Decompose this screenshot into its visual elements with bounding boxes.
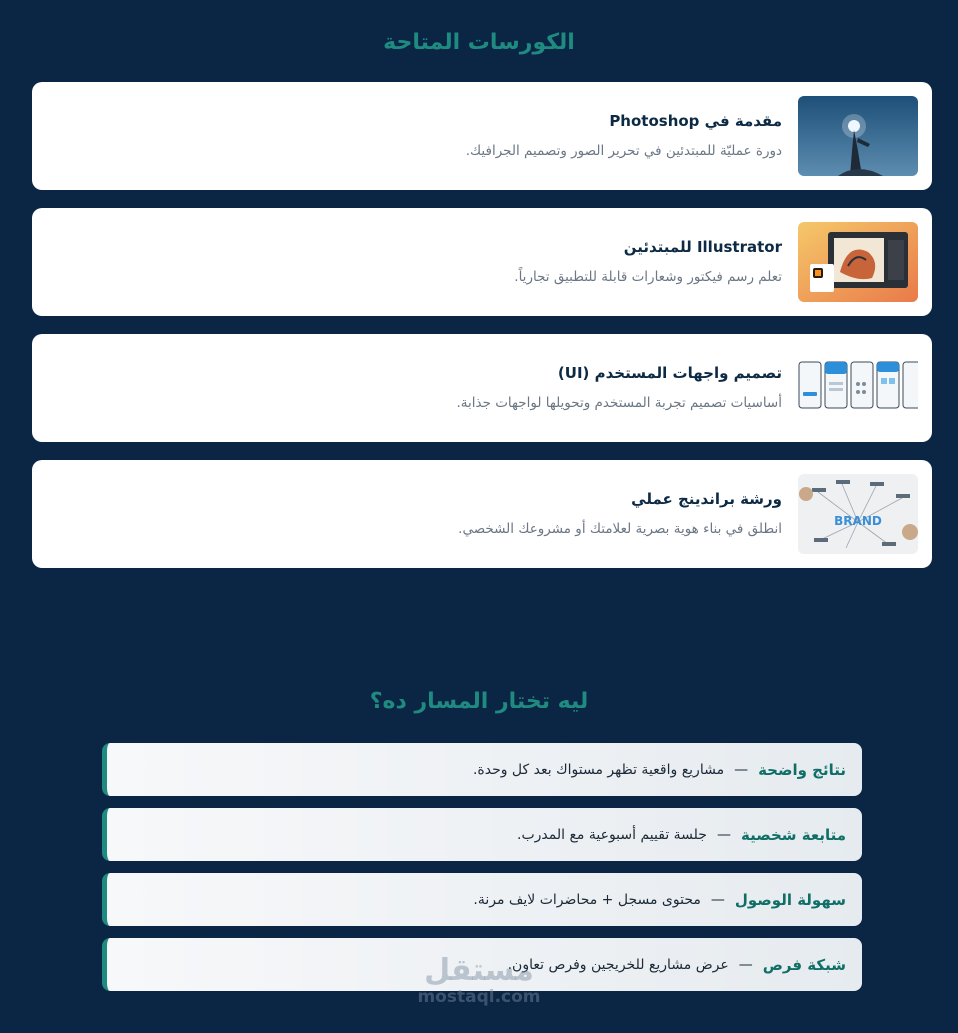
course-card[interactable] xyxy=(32,460,932,568)
reason-label: نتائج واضحة xyxy=(758,760,846,779)
reason-dash: — xyxy=(716,826,731,843)
brand-text: BRAND xyxy=(834,514,882,528)
reason-label: متابعة شخصية xyxy=(740,825,846,844)
reason-label: سهولة الوصول xyxy=(734,890,846,909)
photoshop-thumbnail-icon xyxy=(798,96,918,176)
reason-text: عرض مشاريع للخريجين وفرص تعاون. xyxy=(507,956,729,973)
course-card[interactable] xyxy=(32,208,932,316)
watermark-arabic: مستقل xyxy=(424,953,534,988)
reason-dash: — xyxy=(710,891,725,908)
reason-dash: — xyxy=(738,956,753,973)
course-description: انطلق في بناء هوية بصرية لعلامتك أو مشروعك الشخصي. xyxy=(458,521,782,537)
illustrator-thumbnail-icon xyxy=(798,222,918,302)
course-title: تصميم واجهات المستخدم (UI) xyxy=(557,364,782,382)
mostaql-watermark xyxy=(0,955,958,1007)
watermark-latin: mostaql.com xyxy=(417,987,541,1007)
reason-text: محتوى مسجل + محاضرات لايف مرنة. xyxy=(473,891,701,908)
course-card[interactable] xyxy=(32,82,932,190)
reason-label: شبكة فرص xyxy=(762,955,846,974)
course-description: دورة عمليّة للمبتدئين في تحرير الصور وتصميم الجرافيك. xyxy=(465,143,782,159)
branding-thumbnail-icon xyxy=(798,474,918,554)
reason-item xyxy=(102,808,862,861)
why-section-title: ليه تختار المسار ده؟ xyxy=(369,689,589,714)
reason-text: جلسة تقييم أسبوعية مع المدرب. xyxy=(517,826,707,843)
course-title: ورشة براندينج عملي xyxy=(631,490,782,508)
reason-item xyxy=(102,873,862,926)
reason-dash: — xyxy=(734,761,749,778)
course-card[interactable] xyxy=(32,334,932,442)
reason-item xyxy=(102,743,862,796)
reason-text: مشاريع واقعية تظهر مستواك بعد كل وحدة. xyxy=(472,761,725,778)
course-description: تعلم رسم فيكتور وشعارات قابلة للتطبيق تجارياً. xyxy=(514,269,782,285)
course-title: Illustrator للمبتدئين xyxy=(623,238,782,256)
course-title: مقدمة في Photoshop xyxy=(609,112,782,130)
courses-section-title: الكورسات المتاحة xyxy=(383,30,575,55)
ui-design-thumbnail-icon xyxy=(798,348,918,428)
course-description: أساسيات تصميم تجربة المستخدم وتحويلها لواجهات جذابة. xyxy=(456,395,782,411)
